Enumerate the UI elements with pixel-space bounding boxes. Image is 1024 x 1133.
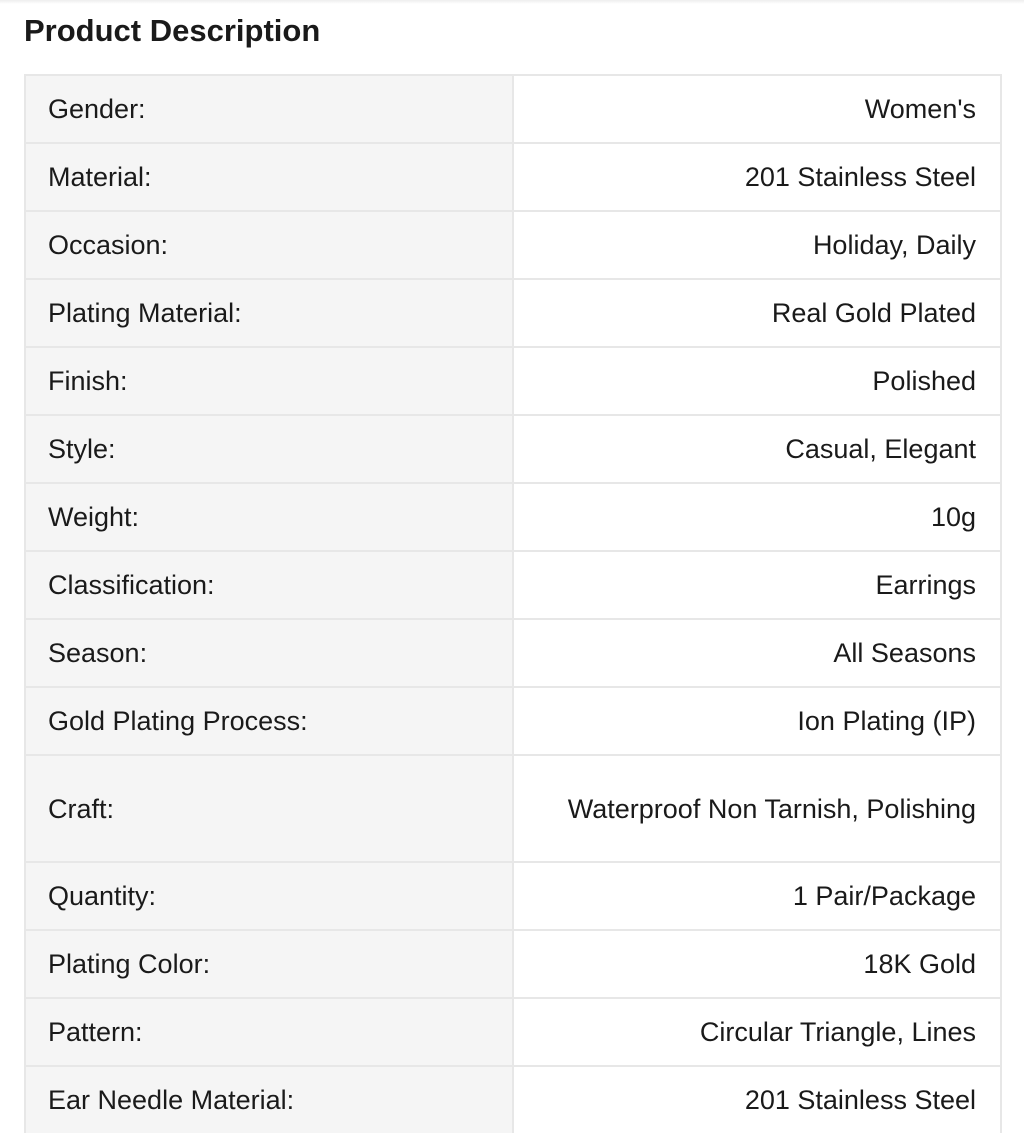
spec-value: Polished: [513, 347, 1001, 415]
spec-label: Pattern:: [25, 998, 513, 1066]
table-row: [25, 619, 1001, 687]
spec-label: Plating Material:: [25, 279, 513, 347]
table-row: [25, 755, 1001, 862]
table-row: [25, 551, 1001, 619]
table-row: [25, 75, 1001, 143]
spec-value: All Seasons: [513, 619, 1001, 687]
spec-label: Weight:: [25, 483, 513, 551]
table-row: [25, 415, 1001, 483]
table-row: [25, 687, 1001, 755]
spec-label: Classification:: [25, 551, 513, 619]
spec-value: 10g: [513, 483, 1001, 551]
spec-label: Occasion:: [25, 211, 513, 279]
table-row: [25, 862, 1001, 930]
spec-value: Circular Triangle, Lines: [513, 998, 1001, 1066]
table-row: [25, 998, 1001, 1066]
spec-value: Earrings: [513, 551, 1001, 619]
table-row: [25, 483, 1001, 551]
spec-label: Material:: [25, 143, 513, 211]
table-row: [25, 211, 1001, 279]
spec-label: Plating Color:: [25, 930, 513, 998]
spec-value: 18K Gold: [513, 930, 1001, 998]
spec-label: Quantity:: [25, 862, 513, 930]
spec-value: Real Gold Plated: [513, 279, 1001, 347]
section-title: Product Description: [24, 13, 321, 48]
spec-label: Gold Plating Process:: [25, 687, 513, 755]
table-row: [25, 279, 1001, 347]
spec-value: Holiday, Daily: [513, 211, 1001, 279]
spec-label: Season:: [25, 619, 513, 687]
spec-value: 1 Pair/Package: [513, 862, 1001, 930]
table-row: [25, 1066, 1001, 1133]
spec-label: Style:: [25, 415, 513, 483]
spec-value: 201 Stainless Steel: [513, 143, 1001, 211]
top-divider: [0, 0, 1024, 4]
spec-label: Ear Needle Material:: [25, 1066, 513, 1133]
table-row: [25, 347, 1001, 415]
spec-label: Craft:: [25, 755, 513, 862]
spec-label: Gender:: [25, 75, 513, 143]
spec-value: Women's: [513, 75, 1001, 143]
spec-value: Casual, Elegant: [513, 415, 1001, 483]
spec-value: Ion Plating (IP): [513, 687, 1001, 755]
spec-value: Waterproof Non Tarnish, Polishing: [513, 755, 1001, 862]
spec-label: Finish:: [25, 347, 513, 415]
spec-value: 201 Stainless Steel: [513, 1066, 1001, 1133]
table-row: [25, 143, 1001, 211]
product-spec-table: [24, 74, 1002, 1133]
table-row: [25, 930, 1001, 998]
